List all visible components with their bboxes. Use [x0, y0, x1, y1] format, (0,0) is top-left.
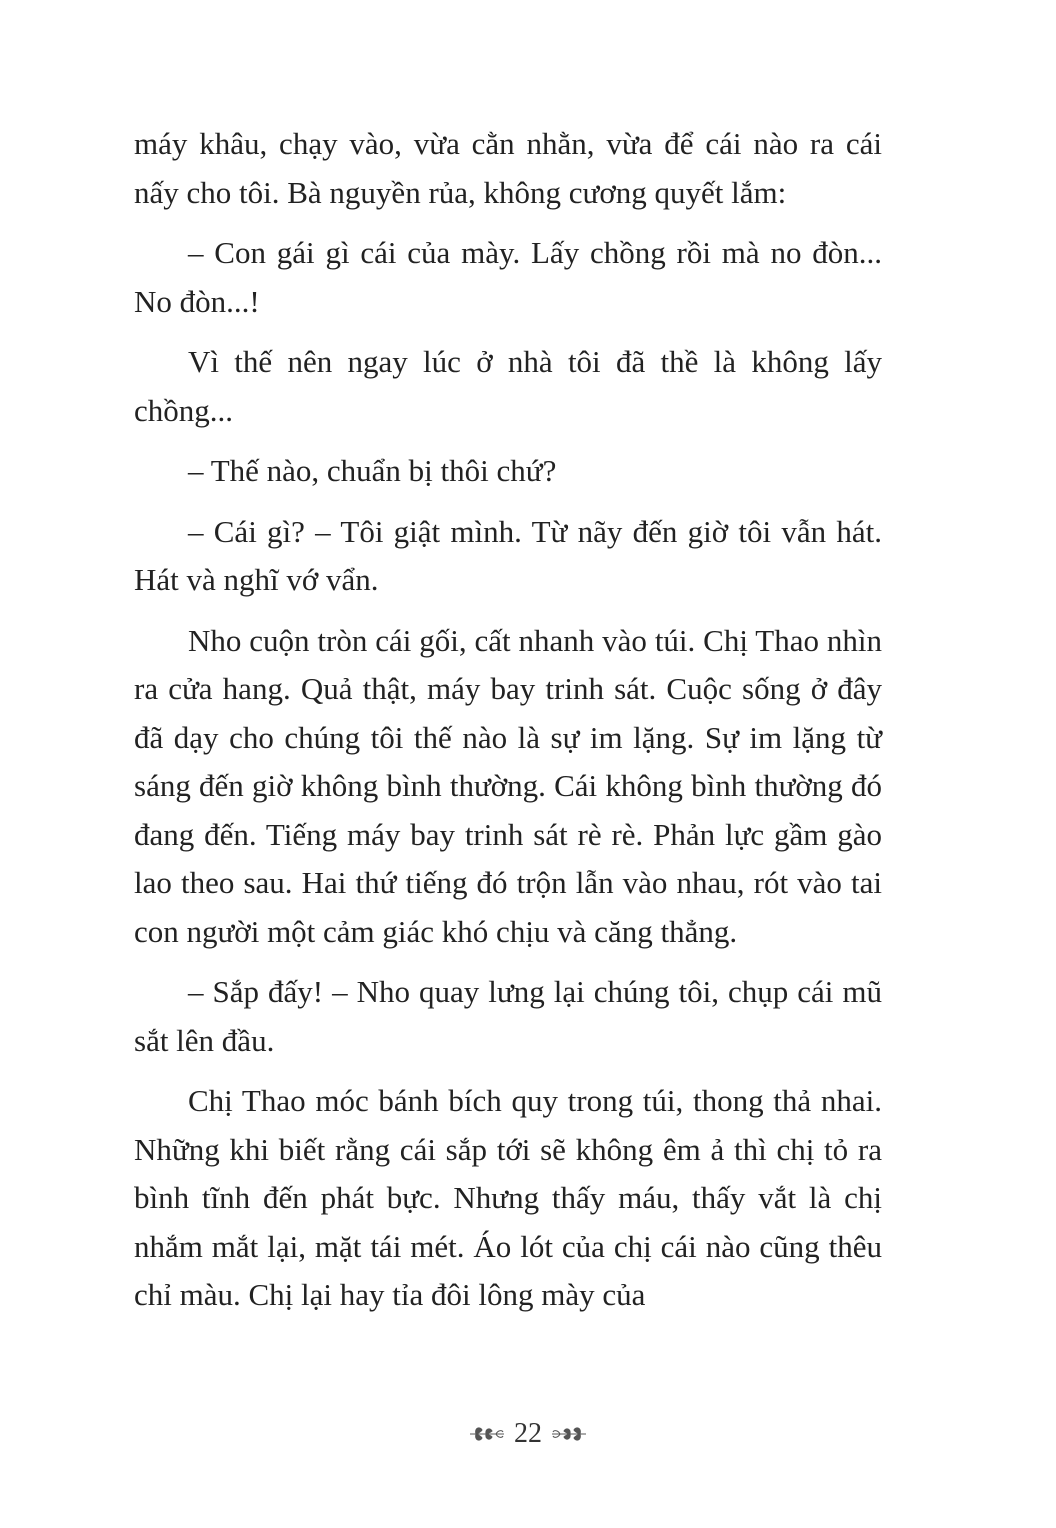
page-number: 22	[514, 1418, 542, 1449]
paragraph-2: – Con gái gì cái của mày. Lấy chồng rồi mà no đòn... No đòn...!	[134, 235, 882, 319]
page-footer	[0, 1416, 1056, 1452]
paragraph-8: Chị Thao móc bánh bích quy trong túi, thong thả nhai. Những khi biết rằng cái sắp tới sẽ không êm ả thì chị tỏ ra bình tĩnh đến phát bực. Nhưng thấy máu, thấy vắt là chị nhắm mắt lại, mặt tái mét. Áo lót của chị cái nào cũng thêu chỉ màu. Chị lại hay tỉa đôi lông mày của	[134, 1083, 882, 1312]
floral-ornament-right-icon	[548, 1422, 588, 1446]
page-body	[134, 120, 882, 1332]
paragraph-5: – Cái gì? – Tôi giật mình. Từ nãy đến giờ tôi vẫn hát. Hát và nghĩ vớ vẩn.	[134, 513, 882, 597]
paragraph-3: Vì thế nên ngay lúc ở nhà tôi đã thề là không lấy chồng...	[134, 344, 882, 428]
paragraph-4: – Thế nào, chuẩn bị thôi chứ?	[188, 453, 557, 488]
floral-ornament-left-icon	[468, 1422, 508, 1446]
paragraph-7: – Sắp đấy! – Nho quay lưng lại chúng tôi, chụp cái mũ sắt lên đầu.	[134, 974, 882, 1058]
paragraph-6: Nho cuộn tròn cái gối, cất nhanh vào túi. Chị Thao nhìn ra cửa hang. Quả thật, máy bay trinh sát. Cuộc sống ở đây đã dạy cho chúng tôi thế nào là sự im lặng. Sự im lặng từ sáng đến giờ không bình thường. Cái không bình thường đó đang đến. Tiếng máy bay trinh sát rè rè. Phản lực gầm gào lao theo sau. Hai thứ tiếng đó trộn lẫn vào nhau, rót vào tai con người một cảm giác khó chịu và căng thẳng.	[134, 622, 882, 949]
paragraph-1: máy khâu, chạy vào, vừa cằn nhằn, vừa để cái nào ra cái nấy cho tôi. Bà nguyền rủa, không cương quyết lắm:	[134, 126, 882, 210]
